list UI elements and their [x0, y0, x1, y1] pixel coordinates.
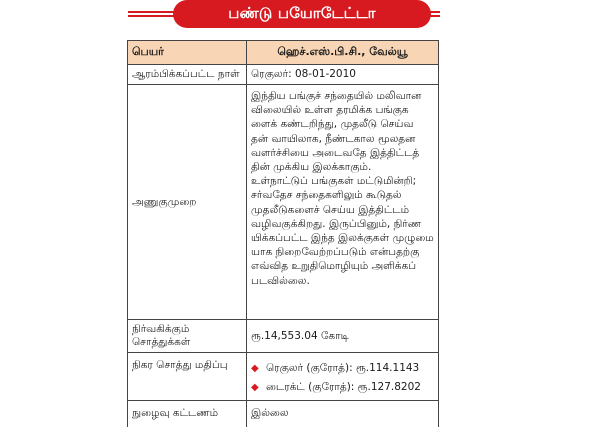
diamond-bullet-icon: ◆ — [251, 382, 259, 393]
header-label: பெயர் — [128, 41, 247, 65]
entry-load-row — [128, 401, 439, 427]
aum-value: ரூ.14,553.04 கோடி — [247, 320, 439, 353]
objective-row — [128, 85, 439, 320]
objective-text — [247, 85, 439, 320]
objective-line: தின் முக்கிய இலக்காகும். — [251, 161, 372, 174]
start-date-row — [128, 65, 439, 85]
nav-label: நிகர சொத்து மதிப்பு — [128, 353, 247, 401]
objective-line: விலையில் உள்ள தரமிக்க பங்குக — [251, 104, 409, 117]
objective-line: சர்வதேச சந்தைகளிலும் கூடுதல் — [251, 189, 402, 202]
nav-item-regular — [251, 359, 434, 378]
objective-line: படவில்லை. — [251, 274, 310, 287]
nav-row — [128, 353, 439, 401]
header-row — [128, 41, 439, 65]
banner-section — [0, 0, 600, 30]
start-date-label: ஆரம்பிக்கப்பட்ட நாள் — [128, 65, 247, 85]
start-date-value: ரெகுலர்: 08-01-2010 — [247, 65, 439, 85]
objective-line: ளைக் கண்டறிந்து, முதலீடு செய்வ — [251, 118, 414, 131]
objective-label: அணுகுமுறை — [128, 85, 247, 320]
aum-row — [128, 320, 439, 353]
entry-load-label: நுழைவு கட்டணம் — [128, 401, 247, 427]
aum-label: நிர்வகிக்கும் சொத்துக்கள் — [128, 320, 247, 353]
entry-load-value: இல்லை — [247, 401, 439, 427]
objective-line: இந்திய பங்குச் சந்தையில் மலிவான — [251, 90, 422, 102]
fund-name: ஹெச்.எஸ்.பி.சி., வேல்யூ — [247, 41, 439, 65]
fund-profile-table — [127, 40, 439, 427]
nav-item-text: டைரக்ட் (குரோத்): ரூ.127.8202 — [266, 381, 421, 393]
nav-values — [247, 353, 439, 401]
objective-line: வளர்ச்சியை அடைவதே இத்திட்டத் — [251, 146, 420, 159]
nav-list — [251, 356, 434, 397]
objective-line: உள்நாட்டுப் பங்குகள் மட்டுமின்றி; — [251, 175, 417, 188]
objective-line: எவ்வித உறுதிமொழியும் அளிக்கப் — [251, 260, 417, 273]
objective-line: யாக நிறைவேற்றப்படும் என்பதற்கு — [251, 246, 420, 259]
objective-line: யிக்கப்பட்ட இந்த இலக்குகள் முழுமை — [251, 232, 434, 245]
nav-item-text: ரெகுலர் (குரோத்): ரூ.114.1143 — [266, 362, 420, 374]
banner-title: பண்டு பயோடேட்டா — [173, 0, 431, 28]
objective-line: முதலீடுகளைச் செய்ய இத்திட்டம் — [251, 203, 410, 216]
nav-item-direct — [251, 378, 434, 397]
objective-line: தன் வாயிலாக, நீண்டகால மூலதன — [251, 132, 416, 145]
objective-line: வழிவகுக்கிறது. இருப்பினும், நிர்ண — [251, 217, 422, 230]
diamond-bullet-icon: ◆ — [251, 363, 259, 374]
